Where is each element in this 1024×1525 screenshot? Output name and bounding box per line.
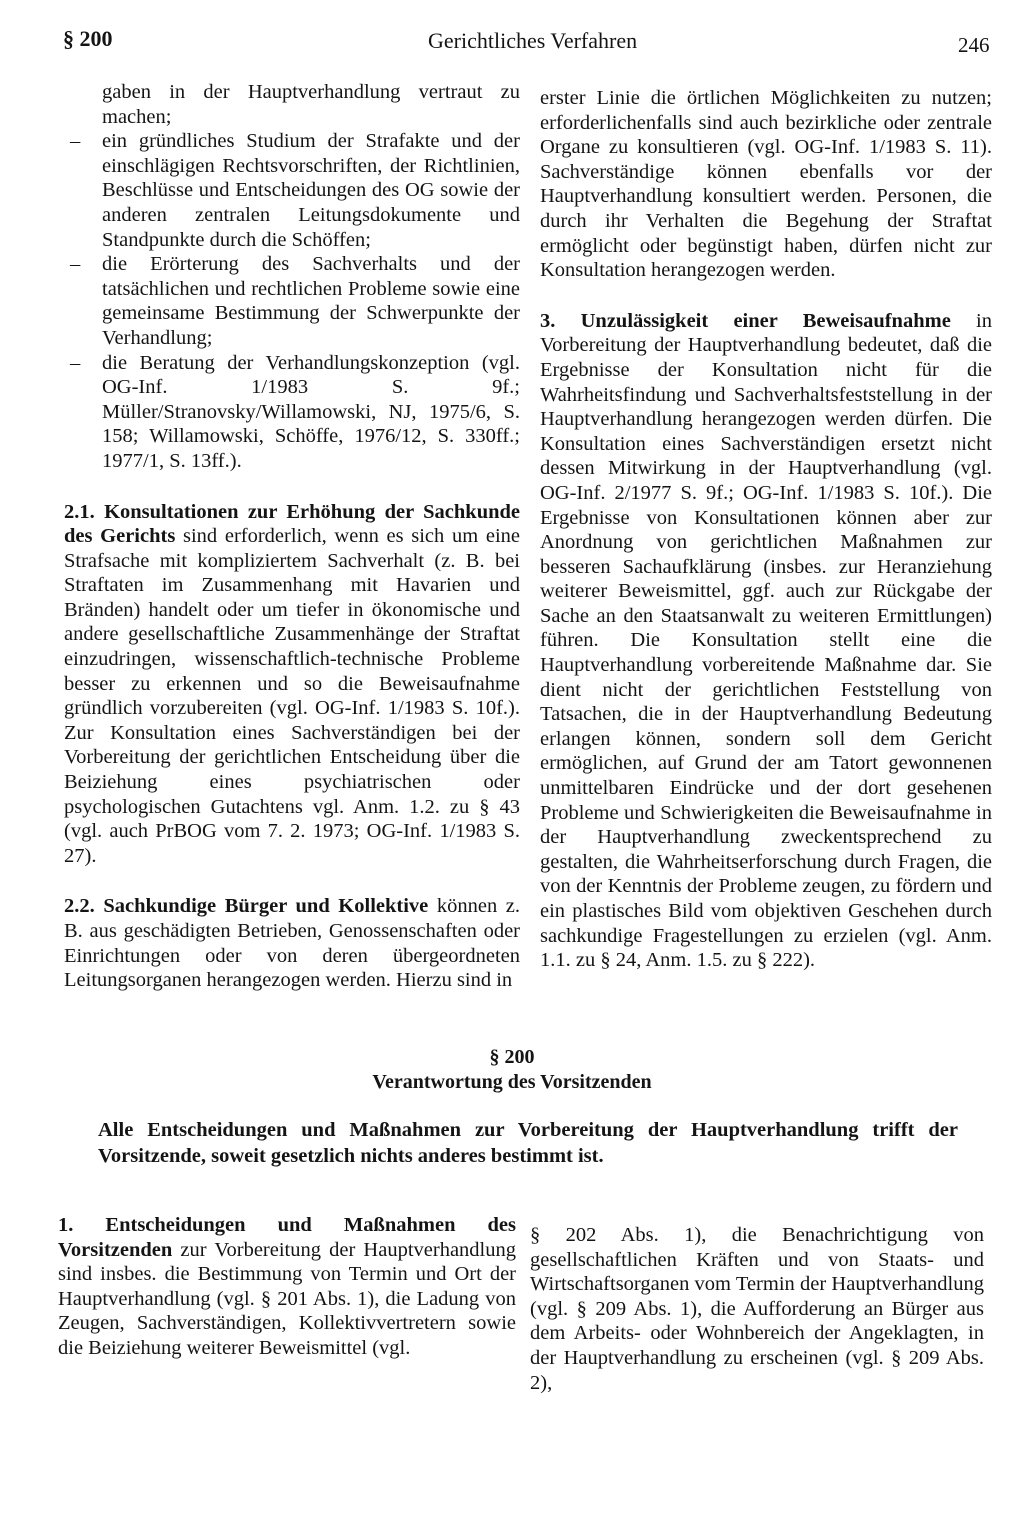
dash-list-item: – ein gründliches Studium der Strafakte und der einschlägigen Rechtsvorschriften, der Richtlinien, Beschlüsse und Entscheidungen des OG sowie der anderen zentralen Leitungsdokumente und Standpunkte durch die Schöffen; bbox=[70, 130, 520, 251]
bottom-right-column bbox=[530, 1223, 984, 1395]
paragraph-2-2 bbox=[64, 894, 520, 992]
paragraph-text: zur Vorbereitung der Hauptverhandlung sind insbes. die Bestimmung von Termin und Ort der Hauptverhandlung (vgl. § 201 Abs. 1), die Ladung von Zeugen, Sachverständigen, Kollektivvertretern sowie die Beiziehung weiterer Beweismittel (vgl. bbox=[58, 1238, 516, 1359]
intro-continuation: gaben in der Hauptverhandlung vertraut zu machen; bbox=[102, 81, 520, 128]
header-section-number: § 200 bbox=[63, 26, 113, 51]
dash-item-text: die Erörterung des Sachverhalts und der tatsächlichen und rechtlichen Probleme sowie eine gemeinsame Bestimmung der Schwerpunkte der Verhandlung; bbox=[102, 253, 520, 349]
dash-item-text: ein gründliches Studium der Strafakte und der einschlägigen Rechtsvorschriften, der Richtlinien, Beschlüsse und Entscheidungen des OG sowie der anderen zentralen Leitungsdokumente und Standpunkte durch die Schöffen; bbox=[102, 130, 520, 251]
paragraph-text: können z. B. aus geschädigten Betrieben, Genossenschaften oder Einrichtungen oder von deren übergeordneten Leitungsorganen herangezogen werden. Hierzu sind in bbox=[64, 895, 520, 992]
dash-item-text: die Beratung der Verhandlungskonzeption (vgl. OG-Inf. 1/1983 S. 9f.; Müller/Stranovsky/Willamowski, NJ, 1975/6, S. 158; Willamowski, Schöffe, 1976/12, S. 330ff.; 1977/1, S. 13ff.). bbox=[102, 351, 520, 472]
paragraph-continuation: erster Linie die örtlichen Möglichkeiten zu nutzen; erforderlichenfalls sind auch bezirkliche oder zentrale Organe zu konsultieren (vgl. OG-Inf. 1/1983 S. 11). Sachverständige können ebenfalls vor der Hauptverhandlung konsultiert werden. Personen, die durch ihr Verhalten die Begehung der Straftat ermöglicht oder begünstigt haben, dürfen nicht zur Konsultation herangezogen werden. bbox=[540, 87, 992, 282]
paragraph-text: sind erforderlich, wenn es sich um eine Strafsache mit kompliziertem Sachverhalt (z. B. bei Straftaten im Zusammenhang mit Havarien und Bränden) handelt oder um tiefer in ökonomische und andere gesellschaftliche Zusammenhänge der Straftat einzudringen, wissenschaftlich-technische Probleme besser zu erkennen und so die Beweisaufnahme gründlich vorzubereiten (vgl. OG-Inf. 1/1983 S. 10f.). Zur Konsultation eines Sachverständigen bei der Vorbereitung der gerichtlichen Entscheidung über die Beiziehung eines psychiatrischen oder psychologischen Gutachtens vgl. Anm. 1.2. zu § 43 (vgl. auch PrBOG vom 7. 2. 1973; OG-Inf. 1/1983 S. 27). bbox=[64, 525, 520, 867]
paragraph-3 bbox=[540, 309, 992, 973]
dash-list-item: – die Erörterung des Sachverhalts und der tatsächlichen und rechtlichen Probleme sowie eine gemeinsame Bestimmung der Schwerpunkte der Verhandlung; bbox=[70, 253, 520, 349]
section-title: Verantwortung des Vorsitzenden bbox=[372, 1071, 652, 1093]
running-title: Gerichtliches Verfahren bbox=[428, 28, 638, 53]
dash-list-item: – die Beratung der Verhandlungskonzeption (vgl. OG-Inf. 1/1983 S. 9f.; Müller/Stranovsky/Willamowski, NJ, 1975/6, S. 158; Willamowski, Schöffe, 1976/12, S. 330ff.; 1977/1, S. 13ff.). bbox=[70, 351, 520, 472]
paragraph-heading: 3. Unzulässigkeit einer Beweisaufnahme bbox=[540, 309, 951, 332]
paragraph-heading: 1. Entscheidungen und Maßnahmen des Vorsitzenden bbox=[58, 1214, 516, 1261]
bottom-left-column bbox=[58, 1213, 516, 1361]
left-column bbox=[64, 80, 520, 993]
page-number: 246 bbox=[958, 33, 990, 57]
paragraph-2-1 bbox=[64, 500, 520, 869]
paragraph-heading: 2.1. Konsultationen zur Erhöhung der Sachkunde des Gerichts bbox=[64, 500, 520, 548]
right-column bbox=[540, 86, 992, 973]
paragraph-continuation: § 202 Abs. 1), die Benachrichtigung von gesellschaftlichen Kräften und von Staats- und Wirtschaftsorganen vom Termin der Hauptverhandlung (vgl. § 209 Abs. 1), die Aufforderung an Bürger aus dem Arbeits- oder Wohnbereich der Angeklagten, in der Hauptverhandlung zu erscheinen (vgl. § 209 Abs. 2), bbox=[530, 1224, 984, 1394]
statute-text: Alle Entscheidungen und Maßnahmen zur Vorbereitung der Hauptverhandlung trifft der Vorsitzende, soweit gesetzlich nichts anderes bestimmt ist. bbox=[98, 1119, 958, 1167]
paragraph-1 bbox=[58, 1213, 516, 1361]
paragraph-text: in Vorbereitung der Hauptverhandlung bedeutet, daß die Ergebnisse der Konsultation nicht für die Wahrheitsfindung und Sachverhaltsfeststellung in der Hauptverhandlung herangezogen werden dürfen. Die Konsultation eines Sachverständigen ersetzt nicht dessen Mitwirkung in der Hauptverhandlung (vgl. OG-Inf. 2/1977 S. 9f.; OG-Inf. 1/1983 S. 10f.). Die Ergebnisse von Konsultationen können aber zur Anordnung von gerichtlichen Maßnahmen zur besseren Sachaufklärung (insbes. zur Heranziehung weiterer Beweismittel, ggf. auch zur Rückgabe der Sache an den Staatsanwalt zu weiteren Ermittlungen) führen. Die Konsultation stellt eine die Hauptverhandlung vorbereitende Maßnahme dar. Sie dient nicht der gerichtlichen Feststellung von Tatsachen, die in der Hauptverhandlung Bedeutung erlangen können, sondern soll dem Gericht ermöglichen, auf Grund der am Tatort gewonnenen unmittelbaren Eindrücke und der dort gesehenen Probleme und Schwierigkeiten die Beweisaufnahme in der Hauptverhandlung zweckentsprechend zu gestalten, die Wahrheitserforschung durch Fragen, die von der Kenntnis der Probleme zeugen, zu fördern und ein plastisches Bild vom objektiven Geschehen durch sachkundige Fragestellungen zu erzielen (vgl. Anm. 1.1. zu § 24, Anm. 1.5. zu § 222). bbox=[540, 309, 992, 972]
section-number: § 200 bbox=[489, 1046, 535, 1068]
paragraph-heading: 2.2. Sachkundige Bürger und Kollektive bbox=[64, 895, 429, 918]
